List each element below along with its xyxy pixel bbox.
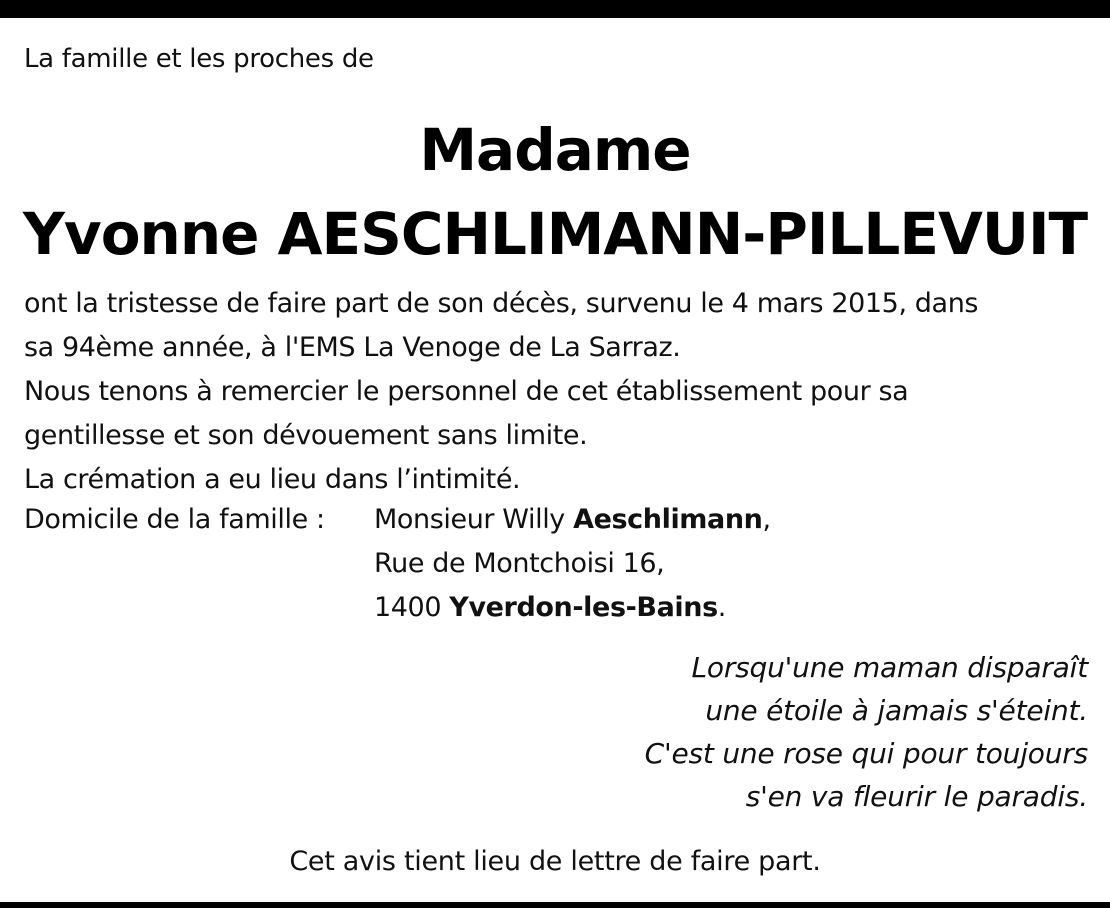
body-line: Nous tenons à remercier le personnel de cet établissement pour sa bbox=[24, 376, 909, 407]
memorial-poem bbox=[645, 646, 1088, 818]
poem-line: C'est une rose qui pour toujours bbox=[644, 737, 1088, 770]
address-contact bbox=[374, 498, 771, 542]
poem-line: s'en va fleurir le paradis. bbox=[745, 780, 1088, 813]
address-street: Rue de Montchoisi 16, bbox=[374, 548, 665, 579]
top-border-rule bbox=[0, 0, 1110, 18]
body-line: gentillesse et son dévouement sans limite. bbox=[24, 420, 588, 451]
city-suffix: . bbox=[717, 592, 726, 623]
contact-surname: Aeschlimann bbox=[573, 504, 763, 535]
postal-code: 1400 bbox=[374, 592, 450, 623]
bottom-border-rule bbox=[0, 902, 1110, 908]
address-label: Domicile de la famille : bbox=[24, 504, 325, 535]
body-line: sa 94ème année, à l'EMS La Venoge de La Sarraz. bbox=[24, 332, 681, 363]
contact-suffix: , bbox=[762, 504, 771, 535]
footer-note: Cet avis tient lieu de lettre de faire part. bbox=[289, 846, 821, 877]
announcement-body bbox=[24, 282, 1094, 502]
poem-line: Lorsqu'une maman disparaît bbox=[691, 651, 1088, 684]
body-line: ont la tristesse de faire part de son décès, survenu le 4 mars 2015, dans bbox=[24, 288, 979, 319]
body-line: La crémation a eu lieu dans l’intimité. bbox=[24, 464, 521, 495]
address-row-street bbox=[24, 542, 771, 586]
city-name: Yverdon-les-Bains bbox=[449, 592, 718, 623]
poem-line: une étoile à jamais s'éteint. bbox=[705, 694, 1088, 727]
intro-text: La famille et les proches de bbox=[24, 44, 374, 74]
address-city-line bbox=[374, 586, 726, 630]
family-address bbox=[24, 498, 771, 630]
deceased-name: Yvonne AESCHLIMANN-PILLEVUIT bbox=[22, 200, 1088, 268]
deceased-name-block bbox=[0, 108, 1110, 276]
deceased-title: Madame bbox=[419, 116, 691, 184]
contact-prefix: Monsieur Willy bbox=[374, 504, 574, 535]
address-row-contact bbox=[24, 498, 771, 542]
address-row-city bbox=[24, 586, 771, 630]
